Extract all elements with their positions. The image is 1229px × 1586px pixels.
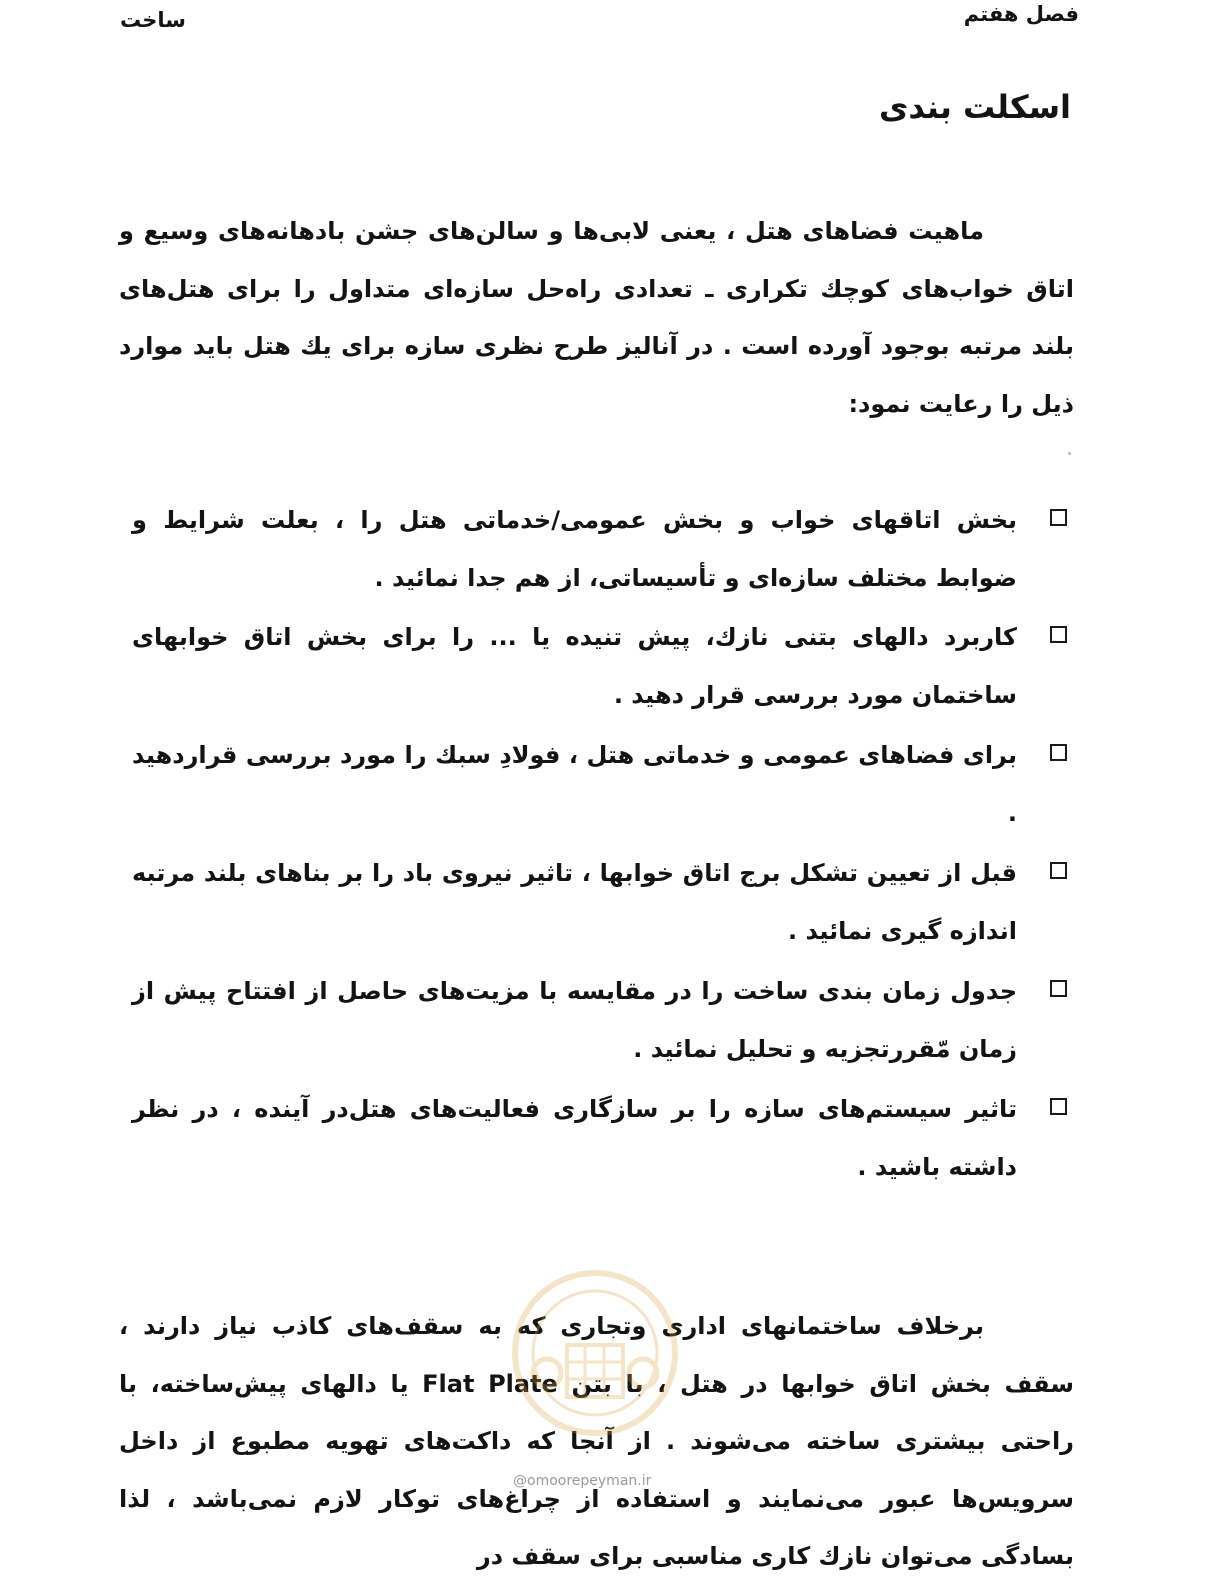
section-header: ساخت [120, 8, 186, 32]
list-item [132, 492, 1017, 607]
list-item [132, 727, 1017, 842]
watermark-url: @omoorepeyman.ir [513, 1473, 652, 1489]
checkbox-square-icon [1050, 1098, 1067, 1115]
bullet-text: جدول زمان بندی ساخت را در مقایسه با مزیت‌های حاصل از افتتاح پیش از زمان مّقررتجزیه و تحلیل نمائید . [132, 977, 1017, 1063]
margin-dot [1068, 452, 1071, 455]
watermark-seal-icon [505, 1263, 685, 1443]
intro-paragraph-text: ماهیت فضاهای هتل ، یعنی لابی‌ها و سالن‌های جشن بادهانه‌های وسیع و اتاق خواب‌های کوچك تکراری ـ تعدادی راه‌حل سازه‌ای متداول را برای هتل‌های بلند مرتبه بوجود آورده است . در آنالیز طرح نظری سازه برای یك هتل باید موارد ذیل را رعایت نمود: [119, 217, 1074, 418]
list-item [132, 963, 1017, 1078]
closing-paragraph-text: برخلاف ساختمانهای اداری وتجاری که به سقف‌های کاذب نیاز دارند ، سقف بخش اتاق خوابها در هتل ، با بتن Flat Plate یا دالهای پیش‌ساخته، با راحتی بیشتری ساخته می‌شوند . از آنجا که داکت‌های تهویه مطبوع از داخل سرویس‌ها عبور می‌نمایند و استفاده از چراغ‌های توکار لازم نمی‌باشد ، لذا بسادگی می‌توان نازك کاری مناسبی برای سقف در [119, 1312, 1074, 1570]
checkbox-square-icon [1050, 626, 1067, 643]
bullet-text: برای فضاهای عمومی و خدماتی هتل ، فولادِ سبك را مورد بررسی قراردهید . [132, 741, 1017, 827]
section-title: اسکلت بندی [878, 88, 1071, 126]
list-item [132, 845, 1017, 960]
checkbox-square-icon [1050, 509, 1067, 526]
bullet-list [132, 492, 1017, 1199]
chapter-header: فصل هفتم [963, 2, 1079, 26]
checkbox-square-icon [1050, 744, 1067, 761]
bullet-text: تاثیر سیستم‌های سازه را بر سازگاری فعالیت‌های هتل‌در آینده ، در نظر داشته باشید . [132, 1095, 1017, 1181]
intro-paragraph [119, 203, 1074, 433]
bullet-text: قبل از تعیین تشکل برج اتاق خوابها ، تاثیر نیروی باد را بر بناهای بلند مرتبه اندازه گیری نمائید . [132, 859, 1017, 945]
list-item [132, 609, 1017, 724]
list-item [132, 1081, 1017, 1196]
checkbox-square-icon [1050, 862, 1067, 879]
bullet-text: کاربرد دالهای بتنی نازك، پیش تنیده یا ... را برای بخش اتاق خوابهای ساختمان مورد بررسی قرار دهید . [132, 623, 1017, 709]
bullet-text: بخش اتاقهای خواب و بخش عمومی/خدماتی هتل را ، بعلت شرایط و ضوابط مختلف سازه‌ای و تأسیساتی، از هم جدا نمائید . [132, 506, 1017, 592]
checkbox-square-icon [1050, 980, 1067, 997]
